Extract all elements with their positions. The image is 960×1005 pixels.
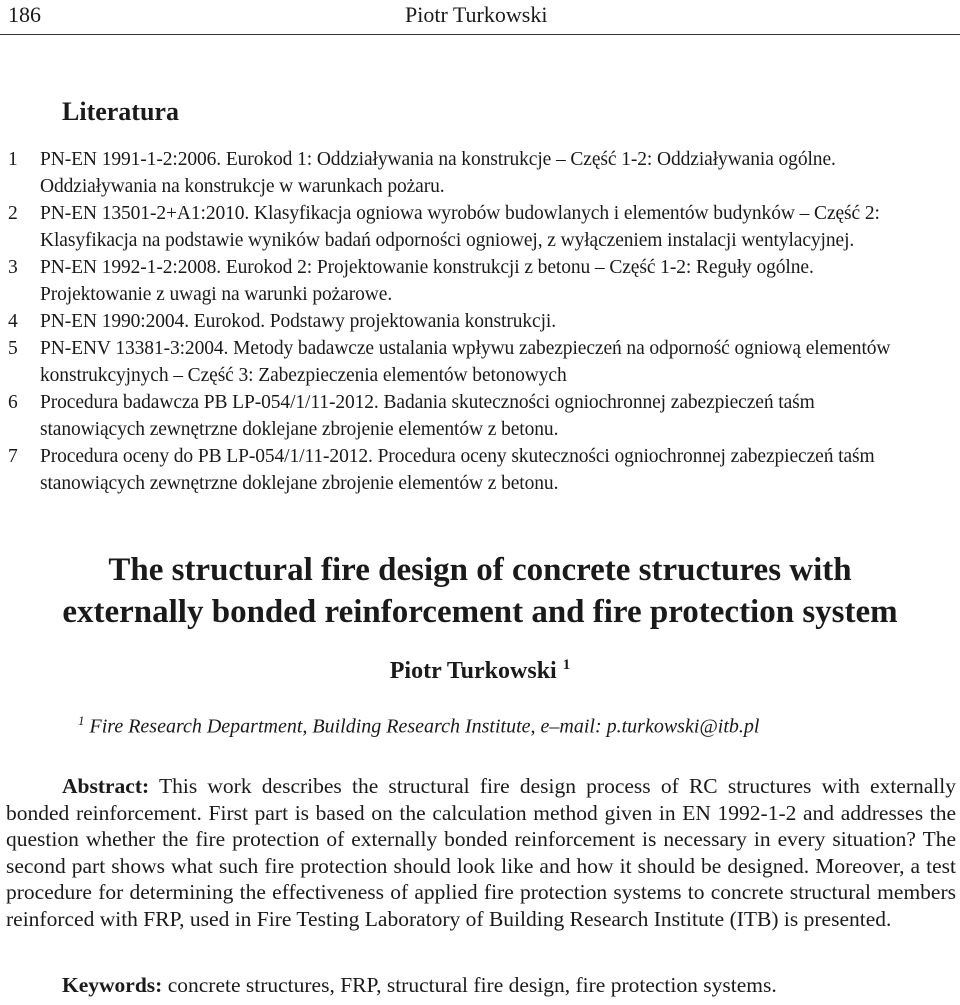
article-title-line-2: externally bonded reinforcement and fire protection system xyxy=(62,594,898,630)
reference-number: 1 xyxy=(8,149,18,170)
reference-text: PN-EN 1991-1-2:2006. Eurokod 1: Oddziaływania na konstrukcje – Część 1-2: Oddziaływania ogólne. Oddziaływania na konstrukcje w warunkach pożaru. xyxy=(40,149,836,197)
reference-text: PN-ENV 13381-3:2004. Metody badawcze ustalania wpływu zabezpieczeń na odporność ogniową elementów konstrukcyjnych – Część 3: Zabezpieczenia elementów betonowych xyxy=(40,338,891,386)
author-footnote-marker: 1 xyxy=(562,657,571,673)
reference-text: PN-EN 1992-1-2:2008. Eurokod 2: Projektowanie konstrukcji z betonu – Część 1-2: Reguły ogólne. Projektowanie z uwagi na warunki pożarowe. xyxy=(40,257,814,305)
affiliation-text: Fire Research Department, Building Research Institute, e–mail: p.turkowski@itb.pl xyxy=(84,715,760,738)
reference-number: 2 xyxy=(8,203,18,224)
reference-item xyxy=(0,200,960,254)
reference-number: 6 xyxy=(8,392,18,413)
author-affiliation xyxy=(78,713,958,739)
author-text: Piotr Turkowski xyxy=(389,658,557,684)
page-number: 186 xyxy=(8,2,41,27)
affiliation-footnote-marker: 1 xyxy=(78,713,85,728)
reference-number: 5 xyxy=(8,338,18,359)
reference-item xyxy=(0,308,960,335)
literature-heading: Literatura xyxy=(62,97,179,126)
keywords-text: concrete structures, FRP, structural fire design, fire protection systems. xyxy=(162,973,777,997)
reference-text: PN-EN 1990:2004. Eurokod. Podstawy projektowania konstrukcji. xyxy=(40,311,557,332)
reference-text: Procedura badawcza PB LP-054/1/11-2012. Badania skuteczności ogniochronnej zabezpieczeń taśm stanowiących zewnętrzne doklejane zbrojenie elementów z betonu. xyxy=(40,392,815,440)
keywords-label: Keywords: xyxy=(62,973,163,997)
reference-number: 7 xyxy=(8,446,18,467)
running-head: Piotr Turkowski xyxy=(405,2,548,27)
reference-item xyxy=(0,389,960,443)
abstract-text: This work describes the structural fire design process of RC structures with externally bonded reinforcement. First part is based on the calculation method given in EN 1992-1-2 and addresses the question whether the fire protection of externally bonded reinforcement is necessary in every situation? The second part shows what such fire protection should look like and how it should be designed. Moreover, a test procedure for determining the effectiveness of applied fire protection systems to concrete structural members reinforced with FRP, used in Fire Testing Laboratory of Building Research Institute (ITB) is presented. xyxy=(6,774,956,931)
reference-text: PN-EN 13501-2+A1:2010. Klasyfikacja ogniowa wyrobów budowlanych i elementów budynków – Część 2: Klasyfikacja na podstawie wyników badań odporności ogniowej, z wyłączeniem instalacji wentylacyjnej. xyxy=(40,203,880,251)
reference-number: 3 xyxy=(8,257,18,278)
reference-item xyxy=(0,443,960,497)
reference-item xyxy=(0,146,960,200)
abstract-label: Abstract: xyxy=(62,774,150,798)
reference-text: Procedura oceny do PB LP-054/1/11-2012. Procedura oceny skuteczności ogniochronnej zabezpieczeń taśm stanowiących zewnętrzne doklejane zbrojenie elementów z betonu. xyxy=(40,446,875,494)
keywords-paragraph xyxy=(62,972,957,998)
reference-item xyxy=(0,335,960,389)
reference-number: 4 xyxy=(8,311,18,332)
author-name xyxy=(0,657,960,685)
article-title xyxy=(0,549,960,633)
abstract-paragraph xyxy=(6,773,956,932)
article-title-line-1: The structural fire design of concrete structures with xyxy=(108,552,852,588)
reference-list xyxy=(0,146,960,497)
reference-item xyxy=(0,254,960,308)
page-header xyxy=(0,0,960,35)
